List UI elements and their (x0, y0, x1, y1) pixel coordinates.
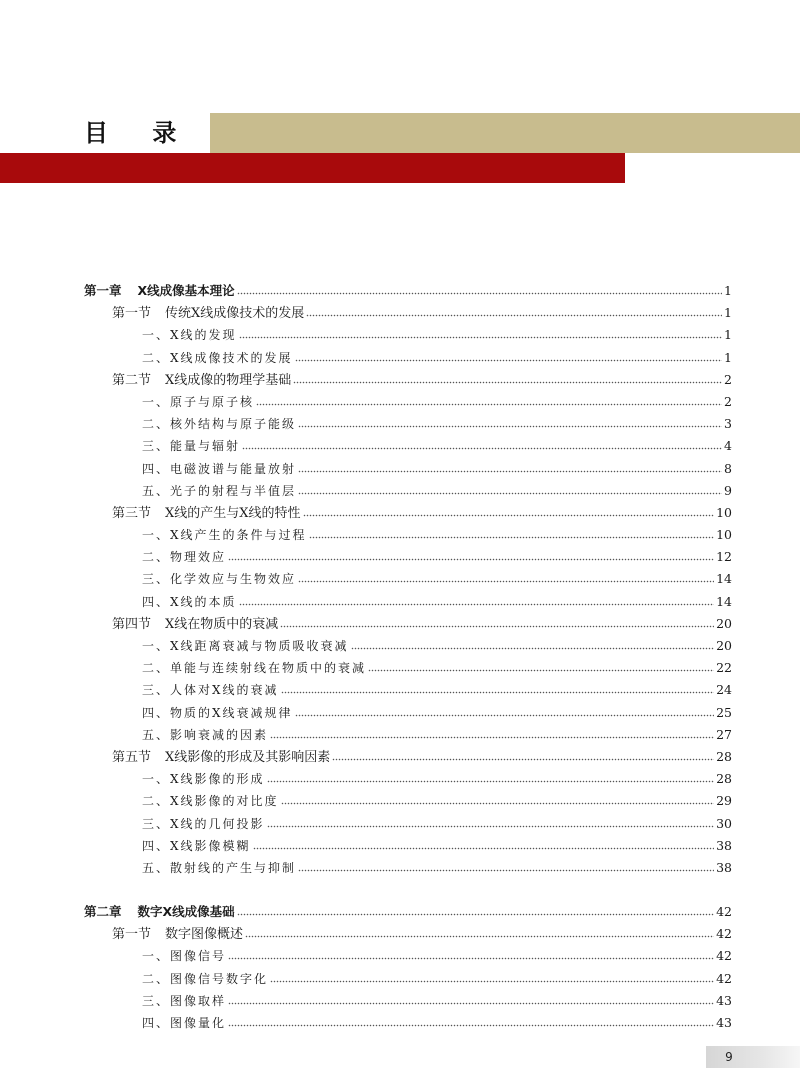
toc-page-number: 28 (716, 771, 732, 787)
toc-entry-subsection[interactable] (84, 768, 732, 790)
toc-section-title: X线在物质中的衰减 (165, 616, 279, 632)
toc-entry-subsection[interactable] (84, 790, 732, 812)
toc-subsection-title: 三、化学效应与生物效应 (142, 572, 297, 587)
dot-leader (280, 617, 714, 627)
dot-leader (295, 707, 715, 717)
toc-page-number: 3 (724, 416, 732, 432)
toc-subsection-title: 五、光子的射程与半值层 (142, 483, 297, 498)
toc-entry-section[interactable] (84, 923, 732, 945)
dot-leader (245, 928, 714, 938)
toc-subsection-title: 二、X线成像技术的发展 (142, 350, 293, 365)
dot-leader (253, 840, 715, 850)
header-red-band (0, 153, 625, 183)
dot-leader (298, 485, 722, 495)
toc-subsection-title: 二、单能与连续射线在物质中的衰减 (142, 661, 367, 676)
toc-page-number: 1 (724, 305, 732, 321)
toc-page-number: 14 (716, 593, 732, 609)
toc-subsection-title: 四、物质的X线衰减规律 (142, 705, 293, 720)
toc-page-number: 43 (716, 992, 732, 1008)
dot-leader (281, 796, 715, 806)
toc-entry-section[interactable] (84, 613, 732, 635)
toc-entry-subsection[interactable] (84, 324, 732, 346)
toc-entry-subsection[interactable] (84, 524, 732, 546)
toc-subsection-title: 二、图像信号数字化 (142, 971, 269, 986)
toc-section-number: 第二节 (112, 372, 152, 388)
dot-leader (237, 285, 722, 295)
dot-leader (309, 529, 715, 539)
toc-page-number: 29 (716, 793, 732, 809)
dot-leader (237, 906, 714, 916)
toc-page-number: 20 (716, 615, 732, 631)
toc-page-number: 2 (724, 393, 732, 409)
toc-section-number: 第一节 (112, 306, 152, 322)
toc-page-number: 42 (716, 970, 732, 986)
dot-leader (242, 441, 722, 451)
dot-leader (270, 729, 714, 739)
toc-entry-subsection[interactable] (84, 568, 732, 590)
toc-section-title: 传统X线成像技术的发展 (165, 306, 305, 322)
dot-leader (281, 685, 715, 695)
toc-section-number: 第四节 (112, 616, 152, 632)
toc-page-number: 1 (724, 327, 732, 343)
toc-entry-subsection[interactable] (84, 635, 732, 657)
page-number-tab (706, 1046, 800, 1068)
toc-entry-subsection[interactable] (84, 679, 732, 701)
toc-section-number: 第一节 (112, 927, 152, 943)
toc-entry-subsection[interactable] (84, 813, 732, 835)
toc-entry-chapter[interactable] (84, 901, 732, 923)
dot-leader (239, 596, 715, 606)
toc-subsection-title: 一、X线影像的形成 (142, 772, 265, 787)
toc-subsection-title: 一、X线的发现 (142, 328, 237, 343)
toc-chapter-title: X线成像基本理论 (137, 283, 235, 298)
dot-leader (368, 663, 714, 673)
toc-entry-chapter[interactable] (84, 280, 732, 302)
toc-entry-subsection[interactable] (84, 546, 732, 568)
toc-section-title: 数字图像概述 (165, 927, 244, 943)
toc-section-title: X线的产生与X线的特性 (165, 505, 301, 521)
toc-page-number: 24 (716, 682, 732, 698)
toc-subsection-title: 二、核外结构与原子能级 (142, 417, 297, 432)
toc-entry-subsection[interactable] (84, 702, 732, 724)
toc-page-number: 43 (716, 1015, 732, 1030)
toc-page-number: 20 (716, 638, 732, 653)
dot-leader (228, 552, 714, 562)
toc-page-number: 42 (716, 904, 732, 920)
toc-entry-subsection[interactable] (84, 835, 732, 857)
dot-leader (298, 463, 722, 473)
toc-page-number: 25 (716, 704, 732, 720)
dot-leader (228, 995, 714, 1005)
dot-leader (298, 419, 722, 429)
toc-subsection-title: 一、X线距离衰减与物质吸收衰减 (142, 639, 349, 653)
toc-page-number: 28 (716, 748, 732, 764)
toc-page-number: 9 (724, 482, 732, 498)
dot-leader (306, 307, 722, 317)
dot-leader (298, 574, 714, 584)
toc-entry-section[interactable] (84, 746, 732, 768)
toc-entry-section[interactable] (84, 369, 732, 391)
dot-leader (270, 973, 714, 983)
toc-section-title: X线影像的形成及其影响因素 (165, 749, 331, 765)
toc-chapter-number: 第二章 (84, 904, 122, 920)
header-tan-band (210, 113, 800, 153)
dot-leader (303, 506, 715, 516)
toc-subsection-title: 四、X线的本质 (142, 594, 237, 609)
dot-leader (228, 951, 714, 961)
toc-page-number: 10 (716, 504, 732, 520)
dot-leader (293, 373, 722, 383)
toc-section-number: 第三节 (112, 505, 152, 521)
toc-entry-subsection[interactable] (84, 458, 732, 480)
toc-section-title: X线成像的物理学基础 (165, 372, 292, 388)
toc-entry-subsection[interactable] (84, 480, 732, 502)
toc-entry-section[interactable] (84, 502, 732, 524)
toc-chapter-number: 第一章 (84, 283, 122, 298)
toc-subsection-title: 五、散射线的产生与抑制 (142, 860, 297, 875)
toc-subsection-title: 三、图像取样 (142, 993, 227, 1008)
toc-page-number: 27 (716, 726, 732, 742)
toc-entry-subsection[interactable] (84, 945, 732, 967)
toc-entry-subsection[interactable] (84, 347, 732, 369)
dot-leader (267, 818, 715, 828)
toc-page-number: 12 (716, 549, 732, 565)
toc-chapter-title: 数字X线成像基础 (137, 904, 235, 920)
toc-entry-subsection[interactable] (84, 724, 732, 746)
toc-subsection-title: 四、X线影像模糊 (142, 838, 251, 853)
toc-page-number: 30 (716, 815, 732, 831)
toc-subsection-title: 二、X线影像的对比度 (142, 794, 279, 809)
toc-entry-section[interactable] (84, 302, 732, 324)
toc-page-number: 4 (724, 438, 732, 454)
toc-subsection-title: 五、影响衰减的因素 (142, 727, 269, 742)
toc-page-number: 14 (716, 571, 732, 587)
toc-subsection-title: 三、能量与辐射 (142, 439, 241, 454)
toc-subsection-title: 四、图像量化 (142, 1016, 227, 1030)
toc-page-number: 22 (716, 660, 732, 676)
toc-subsection-title: 三、人体对X线的衰减 (142, 683, 279, 698)
toc-entry-subsection[interactable] (84, 1012, 732, 1034)
toc-entry-subsection[interactable] (84, 591, 732, 613)
toc-entry-subsection[interactable] (84, 391, 732, 413)
toc-page-number: 42 (716, 948, 732, 964)
toc-entry-subsection[interactable] (84, 968, 732, 990)
dot-leader (228, 1017, 714, 1027)
toc-page-number: 2 (724, 371, 732, 387)
dot-leader (256, 396, 722, 406)
toc-page-number: 8 (724, 460, 732, 476)
toc-subsection-title: 二、物理效应 (142, 550, 227, 565)
toc-subsection-title: 三、X线的几何投影 (142, 816, 265, 831)
toc-page-number: 1 (724, 349, 732, 365)
toc-section-number: 第五节 (112, 749, 152, 765)
dot-leader (298, 862, 714, 872)
dot-leader (267, 774, 715, 784)
toc-subsection-title: 一、图像信号 (142, 949, 227, 964)
page-title: 目 录 (84, 119, 195, 147)
page-number: 9 (725, 1050, 733, 1064)
toc-entry-subsection[interactable] (84, 657, 732, 679)
toc-page-number: 1 (724, 283, 732, 298)
toc-page-number: 10 (716, 527, 732, 543)
dot-leader (332, 751, 714, 761)
dot-leader (351, 640, 715, 650)
toc-entry-subsection[interactable] (84, 990, 732, 1012)
toc-entry-subsection[interactable] (84, 413, 732, 435)
dot-leader (239, 330, 723, 340)
toc-entry-subsection[interactable] (84, 435, 732, 457)
toc-subsection-title: 一、原子与原子核 (142, 394, 255, 409)
dot-leader (295, 352, 723, 362)
toc-page-number: 42 (716, 926, 732, 942)
toc-entry-subsection[interactable] (84, 857, 732, 879)
toc-page-number: 38 (716, 859, 732, 875)
toc-subsection-title: 一、X线产生的条件与过程 (142, 528, 307, 543)
toc-page-number: 38 (716, 837, 732, 853)
table-of-contents (84, 280, 732, 1034)
toc-subsection-title: 四、电磁波谱与能量放射 (142, 461, 297, 476)
